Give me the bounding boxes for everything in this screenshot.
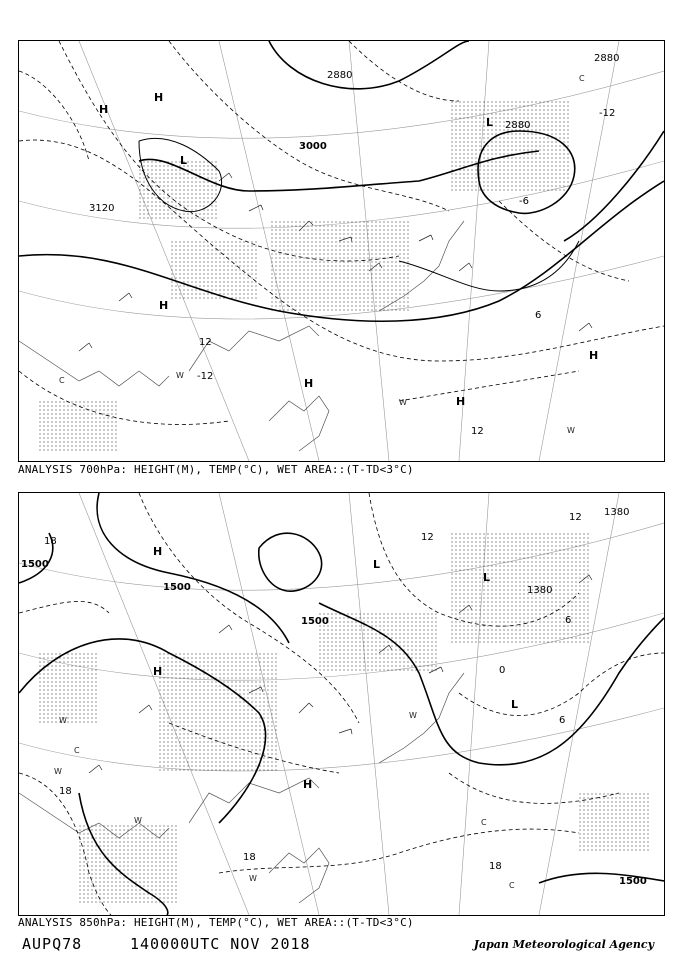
low-label: L — [180, 154, 188, 167]
warm-label: W — [399, 398, 407, 407]
warm-label: W — [176, 371, 184, 380]
panel-caption-850hpa: ANALYSIS 850hPa: HEIGHT(M), TEMP(°C), WET AREA::(T-TD<3°C) — [18, 916, 414, 929]
valid-time: 140000UTC NOV 2018 — [130, 935, 311, 953]
contour-label: 1500 — [163, 582, 191, 593]
warm-label: W — [567, 426, 575, 435]
contour-label: 1500 — [301, 616, 329, 627]
cold-label: C — [481, 818, 487, 827]
contour-label: 1380 — [527, 585, 553, 596]
map-panel-850hpa — [18, 492, 665, 916]
high-label: H — [304, 377, 314, 390]
high-label: H — [456, 395, 466, 408]
contour-label: -6 — [519, 196, 529, 207]
product-code: AUPQ78 — [22, 935, 83, 953]
panel-caption-700hpa: ANALYSIS 700hPa: HEIGHT(M), TEMP(°C), WET AREA::(T-TD<3°C) — [18, 463, 414, 476]
contour-label: 1380 — [604, 507, 630, 518]
contour-label: 18 — [44, 536, 57, 547]
cold-label: C — [74, 746, 80, 755]
contour-label: 2880 — [505, 120, 531, 131]
contour-label: 0 — [499, 665, 506, 676]
contour-label: 3000 — [299, 141, 327, 152]
high-label: H — [303, 778, 313, 791]
cold-label: C — [59, 376, 65, 385]
high-label: H — [153, 665, 163, 678]
temp-label: 12 — [199, 337, 212, 348]
low-label: L — [486, 116, 494, 129]
contour-label: 3120 — [89, 203, 115, 214]
contour-label: 6 — [559, 715, 566, 726]
agency-name: Japan Meteorological Agency — [473, 938, 654, 951]
weather-map-700hpa — [19, 41, 664, 461]
high-label: H — [99, 103, 109, 116]
high-label: H — [154, 91, 164, 104]
high-label: H — [153, 545, 163, 558]
contour-label: 1500 — [21, 559, 49, 570]
contour-label: 1500 — [619, 876, 647, 887]
weather-map-850hpa — [19, 493, 664, 915]
warm-label: W — [409, 711, 417, 720]
contour-label: 18 — [489, 861, 502, 872]
contour-label: 6 — [535, 310, 542, 321]
map-panel-700hpa — [18, 40, 665, 462]
low-label: L — [483, 571, 491, 584]
warm-label: W — [134, 816, 142, 825]
warm-label: W — [59, 716, 67, 725]
high-label: H — [159, 299, 169, 312]
contour-label: 2880 — [327, 70, 353, 81]
cold-label: C — [579, 74, 585, 83]
wet-area — [39, 533, 649, 903]
contour-label: 18 — [243, 852, 256, 863]
contour-label: 6 — [565, 615, 572, 626]
contour-label: 12 — [421, 532, 434, 543]
warm-label: W — [54, 767, 62, 776]
warm-label: W — [249, 874, 257, 883]
low-label: L — [511, 698, 519, 711]
cold-label: C — [509, 881, 515, 890]
contour-label: 18 — [59, 786, 72, 797]
high-label: H — [589, 349, 599, 362]
temp-label: 12 — [471, 426, 484, 437]
low-label: L — [373, 558, 381, 571]
contour-label: 12 — [569, 512, 582, 523]
contour-label: 2880 — [594, 53, 620, 64]
contour-label: -12 — [599, 108, 616, 119]
contour-label: -12 — [197, 371, 214, 382]
